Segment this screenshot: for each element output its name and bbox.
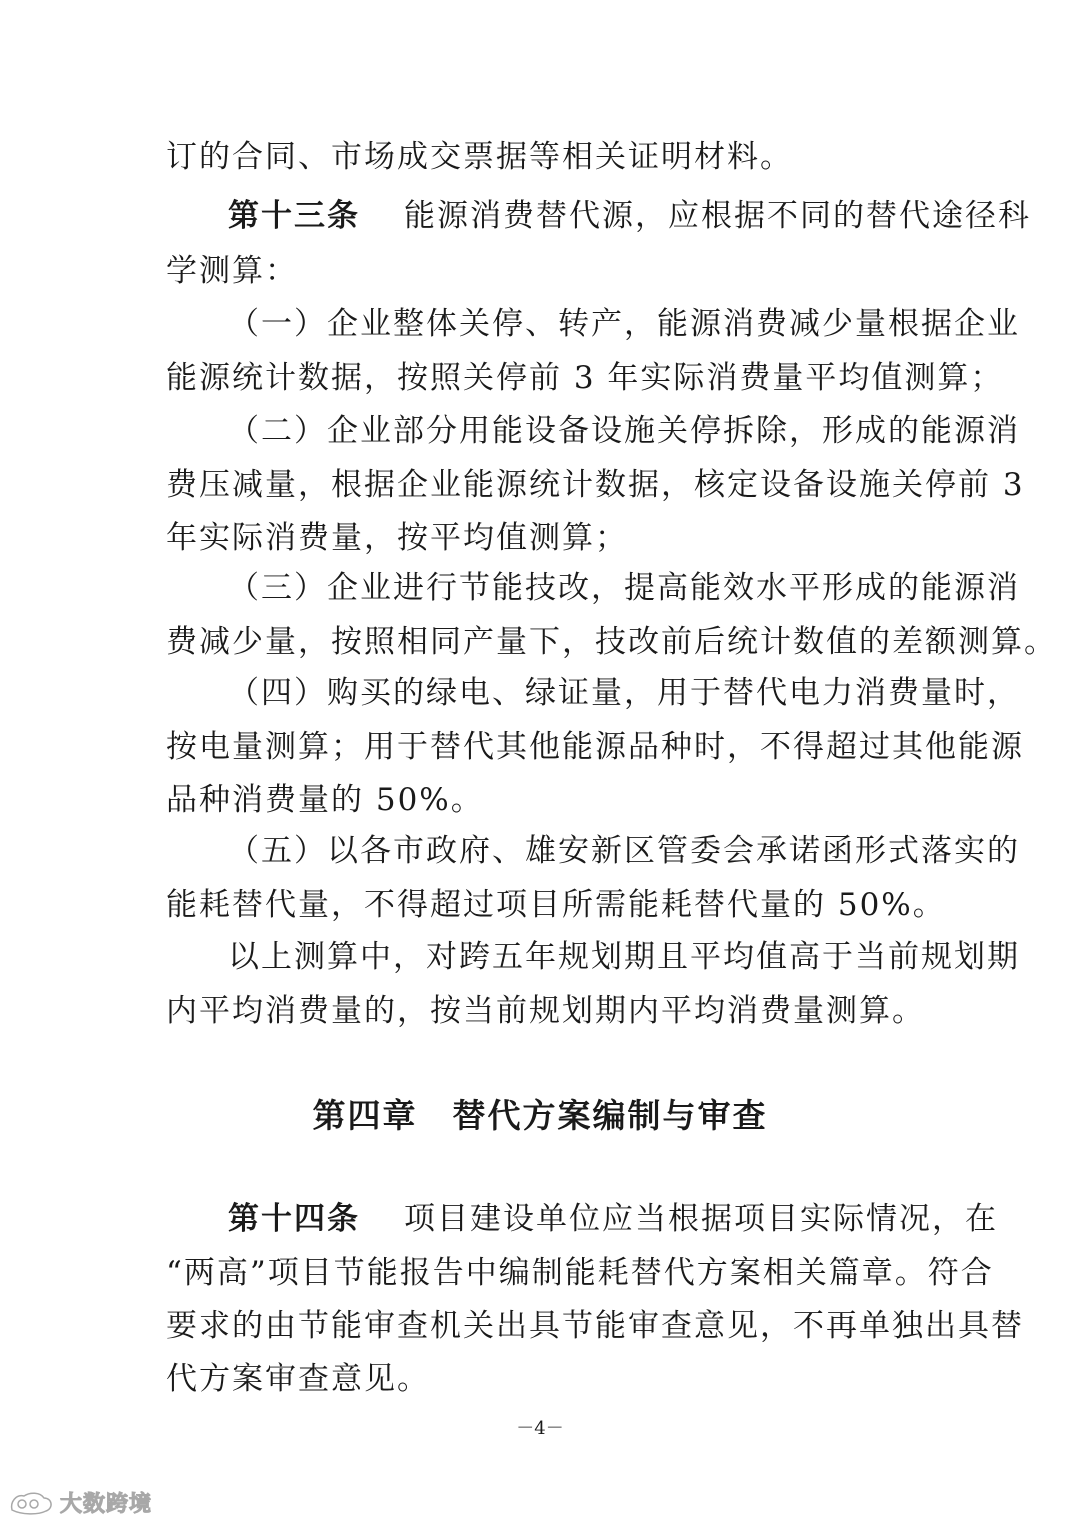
logo-icon [8,1488,54,1516]
paragraph-line: 年实际消费量，按平均值测算； [166,520,628,556]
paragraph-line: 能源统计数据，按照关停前 3 年实际消费量平均值测算； [166,360,1004,396]
watermark-text: 大数跨境 [60,1491,153,1517]
paragraph-line: 订的合同、市场成交票据等相关证明材料。 [166,139,793,175]
paragraph-line: 内平均消费量的，按当前规划期内平均消费量测算。 [166,993,925,1029]
paragraph-line: 费减少量，按照相同产量下，技改前后统计数值的差额测算。 [166,624,1057,660]
article-14-line [228,1199,998,1239]
chapter-heading: 第四章 替代方案编制与审查 [312,1096,768,1135]
article-13-label: 第十三条 [228,198,360,234]
paragraph-line: （三）企业进行节能技改，提高能效水平形成的能源消 [228,570,1020,606]
paragraph-line: 按电量测算；用于替代其他能源品种时，不得超过其他能源 [166,729,1024,765]
paragraph-line: 能耗替代量，不得超过项目所需能耗替代量的 50%。 [166,887,946,923]
paragraph-line: （一）企业整体关停、转产，能源消费减少量根据企业 [228,306,1020,342]
paragraph-line: 要求的由节能审查机关出具节能审查意见，不再单独出具替 [166,1308,1024,1344]
watermark [8,1486,152,1518]
paragraph-line: 费压减量，根据企业能源统计数据，核定设备设施关停前 3 [166,467,1025,503]
article-14-label: 第十四条 [228,1201,360,1237]
paragraph-line: （四）购买的绿电、绿证量，用于替代电力消费量时， [228,675,1020,711]
article-13-line [228,196,1031,236]
paragraph-line: （二）企业部分用能设备设施关停拆除，形成的能源消 [228,413,1020,449]
paragraph-line: 以上测算中，对跨五年规划期且平均值高于当前规划期 [228,939,1020,975]
paragraph-line: “两高”项目节能报告中编制能耗替代方案相关篇章。符合 [166,1255,994,1291]
article-14-text: 项目建设单位应当根据项目实际情况，在 [404,1201,998,1237]
paragraph-line: 品种消费量的 50%。 [166,782,484,818]
page-number: －4－ [516,1418,564,1439]
paragraph-line: 代方案审查意见。 [166,1361,430,1397]
paragraph-line: 学测算： [166,253,298,289]
article-13-text: 能源消费替代源，应根据不同的替代途径科 [404,198,1031,234]
paragraph-line: （五）以各市政府、雄安新区管委会承诺函形式落实的 [228,833,1020,869]
